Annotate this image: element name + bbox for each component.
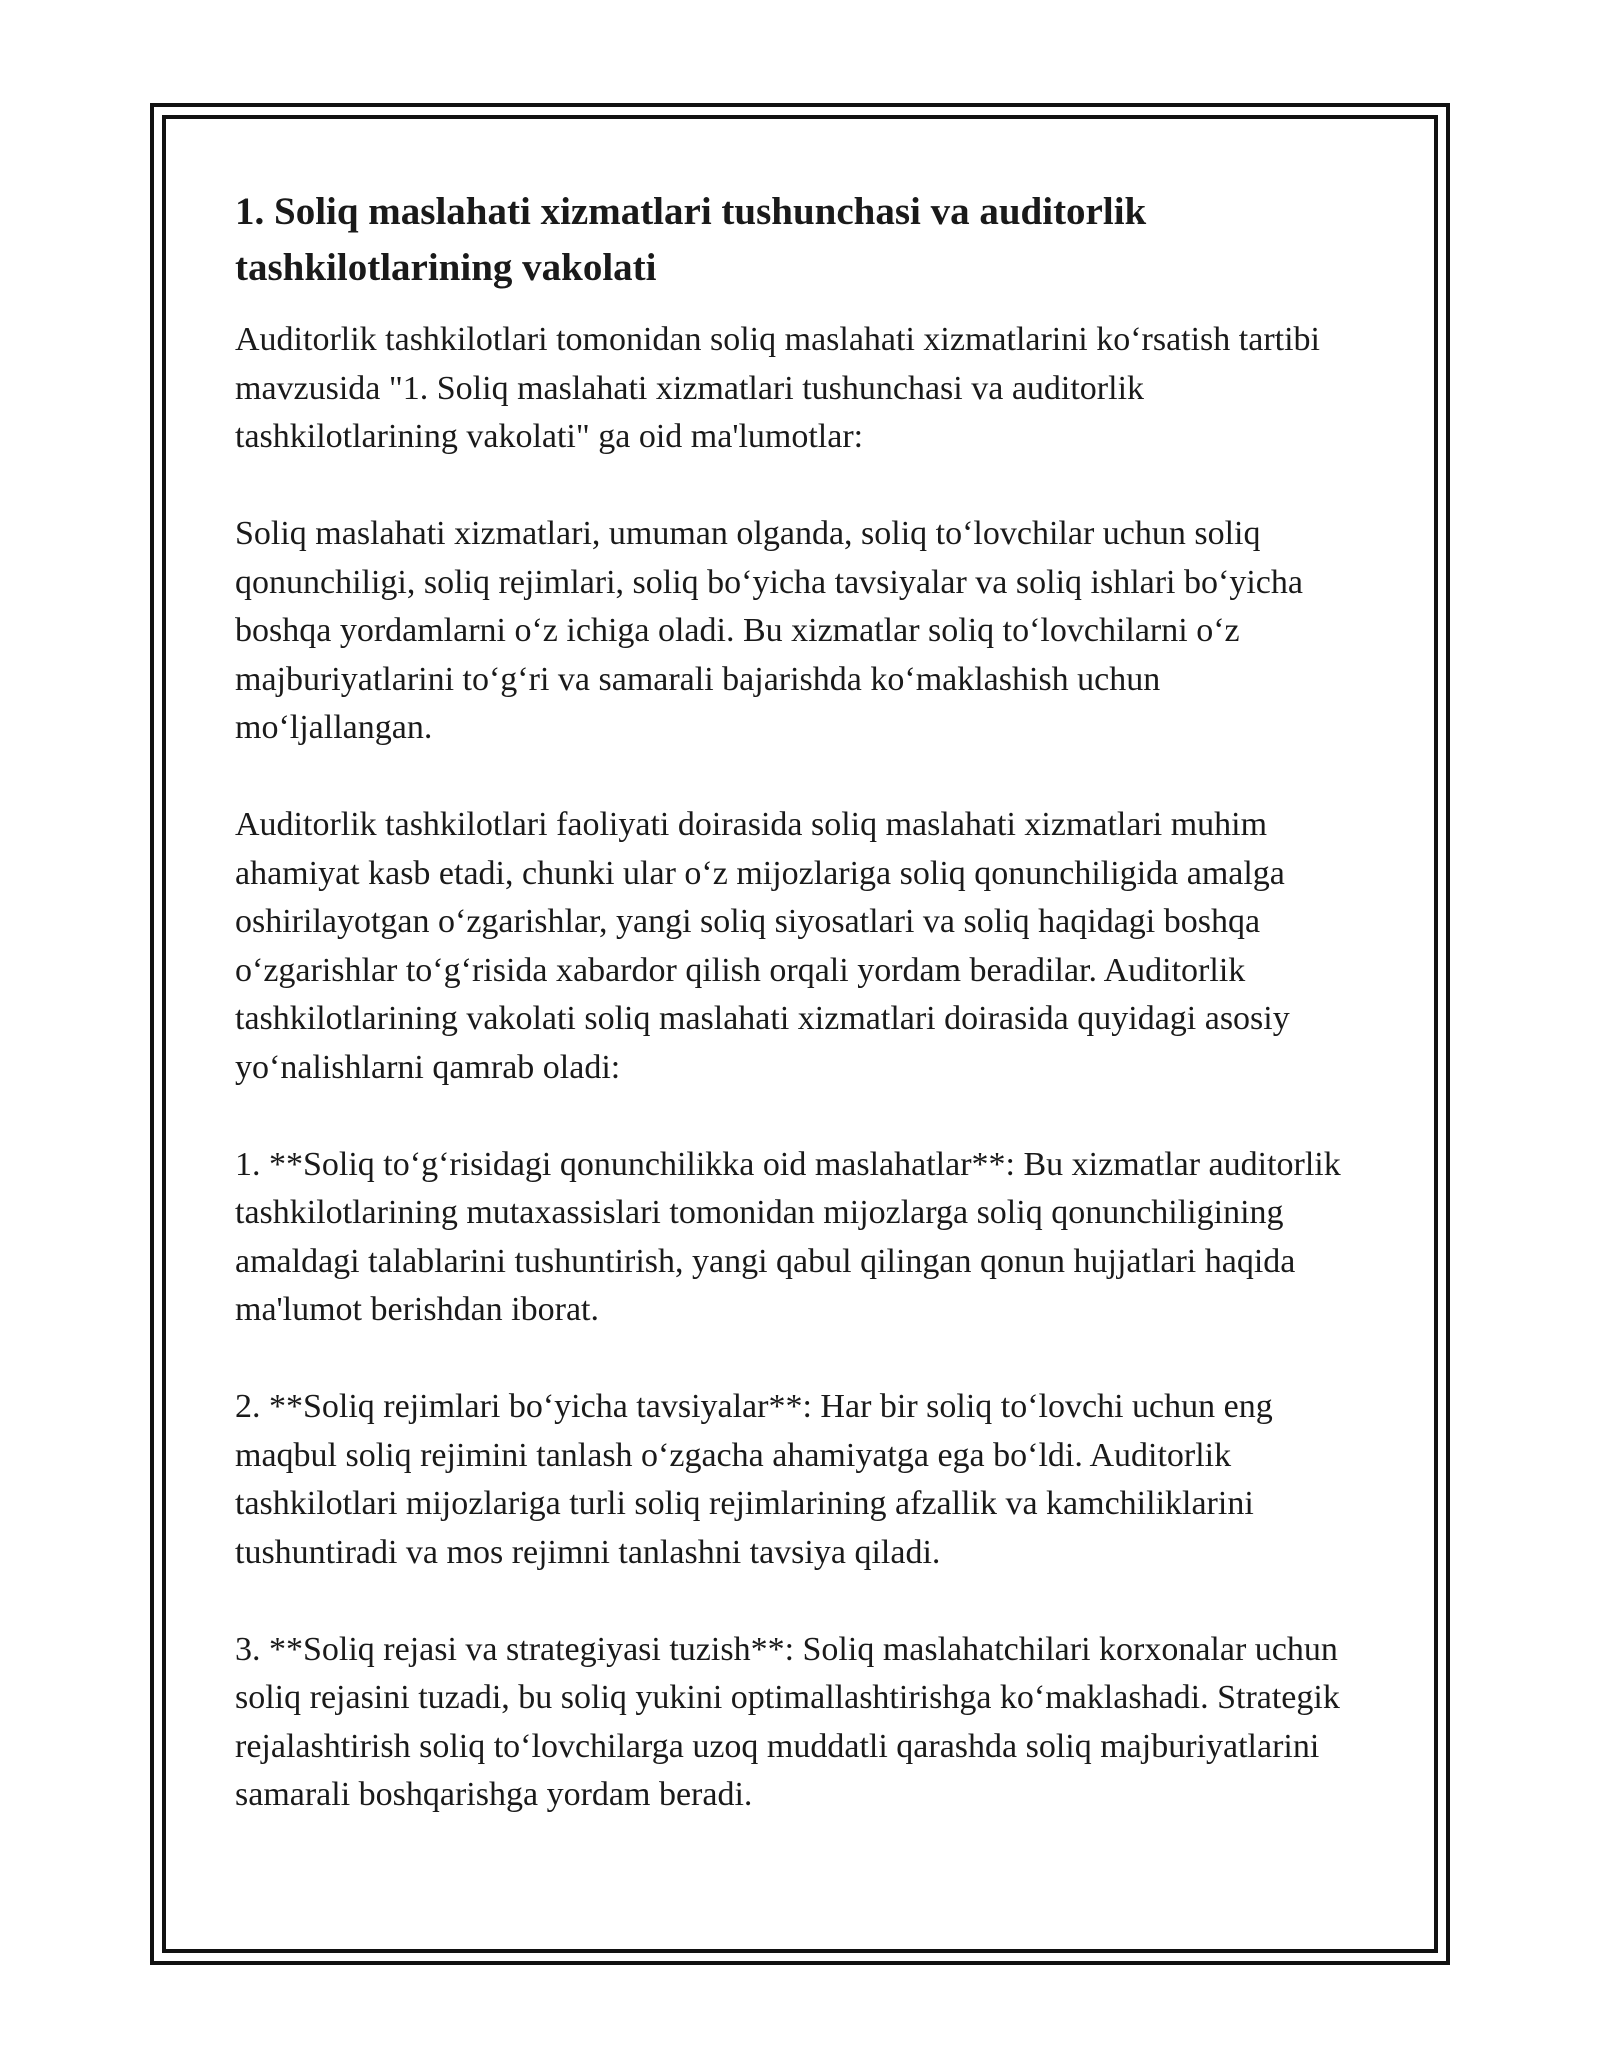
document-body bbox=[235, 184, 1365, 1868]
paragraph-intro: Auditorlik tashkilotlari tomonidan soliq maslahati xizmatlarini koʻrsatish tartibi mavzusida "1. Soliq maslahati xizmatlari tushunchasi va auditorlik tashkilotlarining vakolati" ga oid ma'lumotlar: bbox=[235, 321, 1320, 455]
list-item-tax-regime-advice: 2. **Soliq rejimlari boʻyicha tavsiyalar**: Har bir soliq toʻlovchi uchun eng maqbul soliq rejimini tanlash oʻzgacha ahamiyatga ega boʻldi. Auditorlik tashkilotlari mijozlariga turli soliq rejimlarining afzallik va kamchiliklarini tushuntiradi va mos rejimni tanlashni tavsiya qiladi. bbox=[235, 1388, 1273, 1571]
section-heading: 1. Soliq maslahati xizmatlari tushunchasi va auditorlik tashkilotlarining vakolati bbox=[235, 190, 1147, 289]
paragraph-definition: Soliq maslahati xizmatlari, umuman olganda, soliq toʻlovchilar uchun soliq qonunchiligi, soliq rejimlari, soliq boʻyicha tavsiyalar va soliq ishlari boʻyicha boshqa yordamlarni oʻz ichiga oladi. Bu xizmatlar soliq toʻlovchilarni oʻz majburiyatlarini toʻgʻri va samarali bajarishda koʻmaklashish uchun moʻljallangan. bbox=[235, 515, 1303, 746]
list-item-legislation-advice: 1. **Soliq toʻgʻrisidagi qonunchilikka oid maslahatlar**: Bu xizmatlar auditorlik tashkilotlarining mutaxassislari tomonidan mijozlarga soliq qonunchiligining amaldagi talablarini tushuntirish, yangi qabul qilingan qonun hujjatlari haqida ma'lumot berishdan iborat. bbox=[235, 1145, 1341, 1328]
list-item-tax-planning: 3. **Soliq rejasi va strategiyasi tuzish**: Soliq maslahatchilari korxonalar uchun soliq rejasini tuzadi, bu soliq yukini optimallashtirishga koʻmaklashadi. Strategik rejalashtirish soliq toʻlovchilarga uzoq muddatli qarashda soliq majburiyatlarini samarali boshqarishga yordam beradi. bbox=[235, 1630, 1340, 1813]
paragraph-audit-role: Auditorlik tashkilotlari faoliyati doirasida soliq maslahati xizmatlari muhim ahamiyat kasb etadi, chunki ular oʻz mijozlariga soliq qonunchiligida amalga oshirilayotgan oʻzgarishlar, yangi soliq siyosatlari va soliq haqidagi boshqa oʻzgarishlar toʻgʻrisida xabardor qilish orqali yordam beradilar. Auditorlik tashkilotlarining vakolati soliq maslahati xizmatlari doirasida quyidagi asosiy yoʻnalishlarni qamrab oladi: bbox=[235, 806, 1290, 1086]
